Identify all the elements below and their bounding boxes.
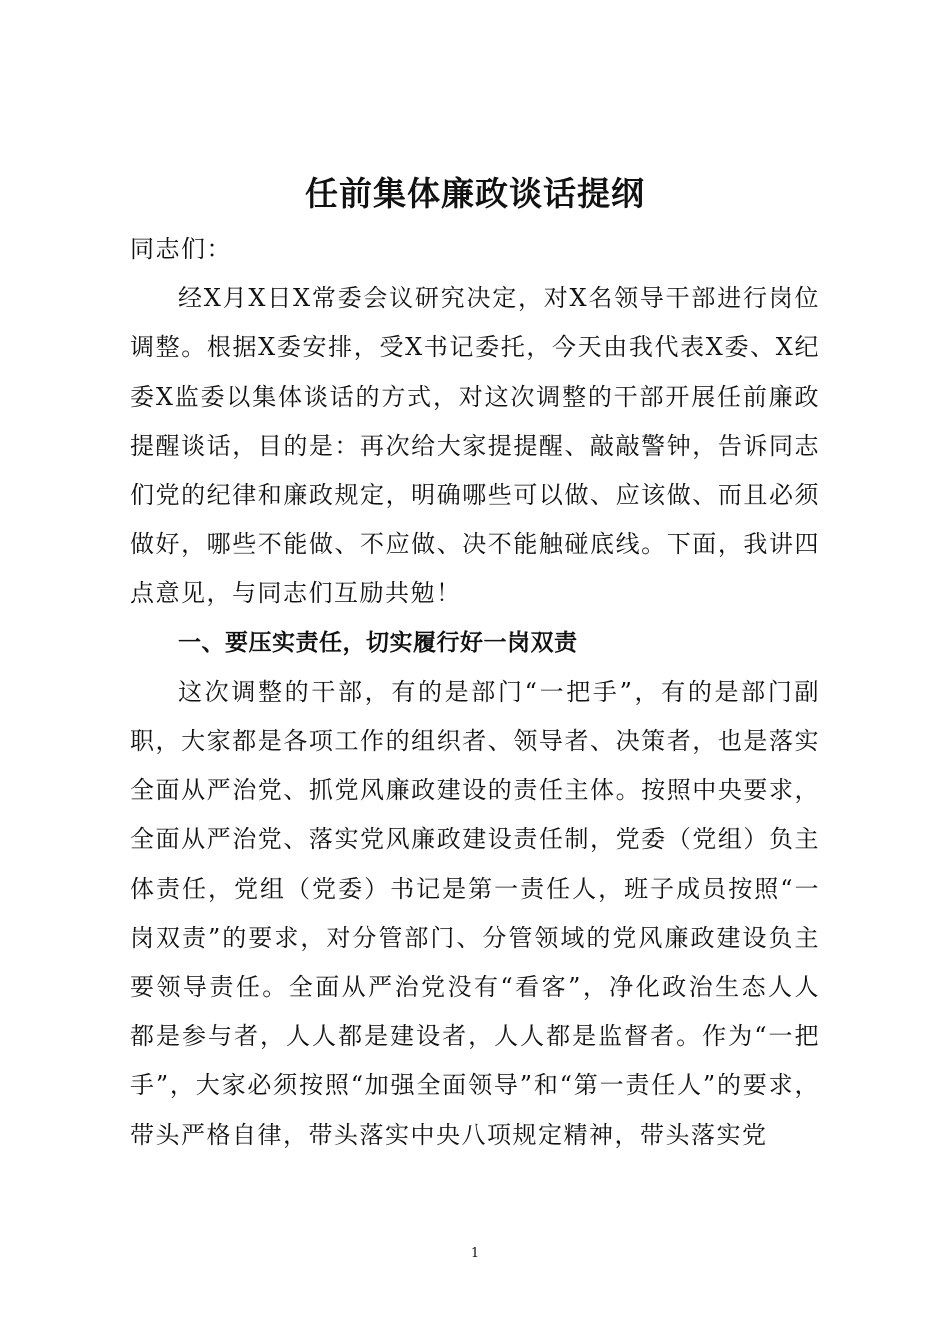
paragraph-section-1: 这次调整的干部，有的是部门“一把手”，有的是部门副职，大家都是各项工作的组织者、领导者、决策者，也是落实全面从严治党、抓党风廉政建设的责任主体。按照中央要求，全面从严治党、落实党风廉政建设责任制，党委（党组）负主体责任，党组（党委）书记是第一责任人，班子成员按照“一岗双责”的要求，对分管部门、分管领域的党风廉政建设负主要领导责任。全面从严治党没有“看客”，净化政治生态人人都是参与者，人人都是建设者，人人都是监督者。作为“一把手”，大家必须按照“加强全面领导”和“第一责任人”的要求，带头严格自律，带头落实中央八项规定精神，带头落实党 <box>130 677 820 1149</box>
document-title: 任前集体廉政谈话提纲 <box>305 174 645 214</box>
salutation: 同志们： <box>130 235 232 263</box>
section-heading-1: 一、要压实责任，切实履行好一岗双责 <box>178 629 578 656</box>
paragraph-intro: 经X月X日X常委会议研究决定，对X名领导干部进行岗位调整。根据X委安排，受X书记委托，今天由我代表X委、X纪委X监委以集体谈话的方式，对这次调整的干部开展任前廉政提醒谈话，目的是：再次给大家提提醒、敲敲警钟，告诉同志们党的纪律和廉政规定，明确哪些可以做、应该做、而且必须做好，哪些不能做、不应做、决不能触碰底线。下面，我讲四点意见，与同志们互励共勉！ <box>130 284 820 608</box>
page-number: 1 <box>470 1246 480 1261</box>
document-body <box>130 225 820 1160</box>
